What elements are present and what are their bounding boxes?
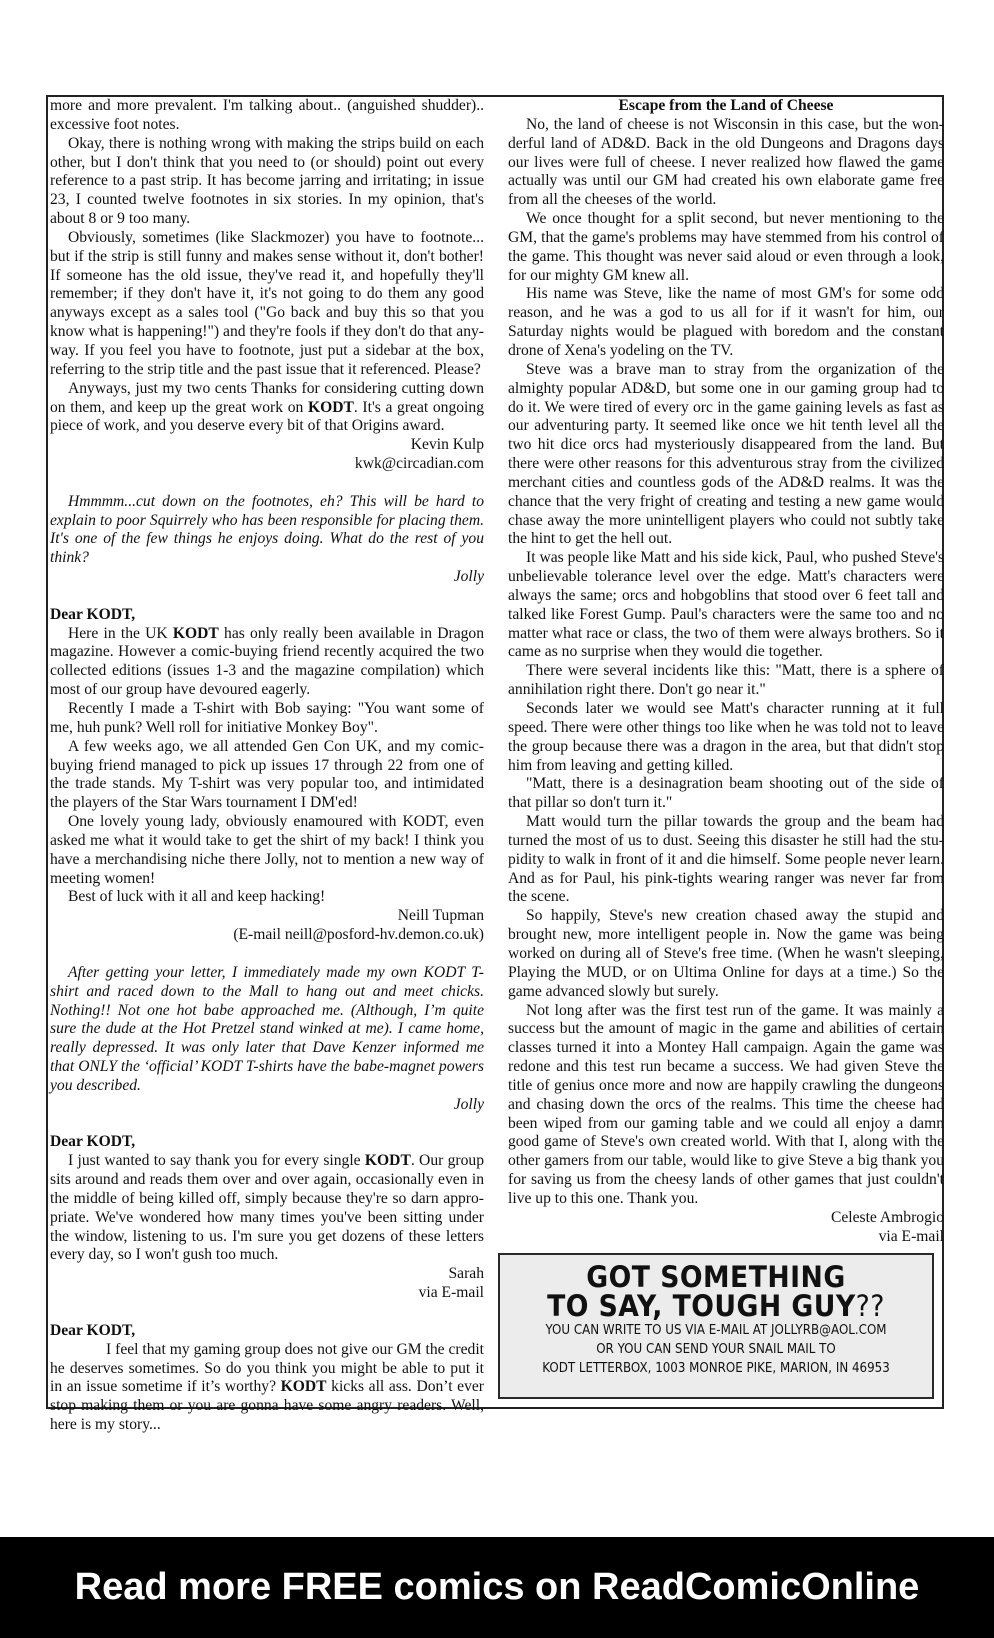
salutation: Dear KODT,	[50, 1133, 136, 1151]
paragraph	[50, 1152, 484, 1265]
signature-line: Sarah	[448, 1265, 484, 1283]
text-run: Steve was a brave man to stray from the organization of the almighty popular AD&D, but some one in our gaming group had to do it. We were tired of every orc in the game gaining levels as fast as our adventuring party. It seemed like once we hit tenth level all the two hit dice orcs had mysteriously disappeared from the land. But there were other reasons for this adventurous stray from the civilized merchant cities and countless gods of the AD&D realms. It was the chance that the very fright of creating and testing a new game would chase away the more unintelligent players who could not subtly take the hint to get the hell out.	[508, 360, 944, 548]
kodt-bold: KODT	[172, 624, 219, 642]
paragraph	[508, 285, 944, 360]
editor-signature: Jolly	[453, 1095, 484, 1113]
paragraph	[508, 907, 944, 1001]
text-run: I just wanted to say thank you for every single	[68, 1152, 365, 1170]
paragraph	[50, 97, 484, 135]
paragraph	[50, 135, 484, 229]
signature	[508, 1209, 944, 1247]
paragraph	[508, 1002, 944, 1209]
text-run: Okay, there is nothing wrong with making the strips build on each other, but I don't think that you need to (or should) point out every reference to a past strip. It has become jarring and irritating; in issue 23, I counted twelve footnotes in six stories. In my opinion, that's about 8 or 9 too many.	[50, 134, 484, 228]
kodt-bold: KODT	[280, 1378, 327, 1396]
spacer	[50, 587, 484, 606]
paragraph	[50, 1341, 484, 1435]
text-run: We once thought for a split second, but never mentioning to the GM, that the game's problems may have stemmed from his control of the game. This thought was never said aloud or even through a look, for our mighty GM knew all.	[508, 210, 944, 284]
spacer	[50, 1115, 484, 1134]
text-run: No, the land of cheese is not Wisconsin in this case, but the wonderful land of AD&D. Back in the old Dungeons and Dragons days our lives were full of cheese. I never realized how flawed the game actually was until our GM had created his own elaborate game free from all the cheeses of the world.	[508, 115, 944, 209]
text-run: . It's a great ongoing piece of work, and you deserve every bit of that Origins award.	[50, 398, 484, 435]
signature	[50, 1265, 484, 1303]
paragraph	[508, 775, 944, 813]
paragraph	[50, 625, 484, 700]
ad-headline-1: GOT SOMETHING	[586, 1260, 846, 1294]
text-run: It was people like Matt and his side kick, Paul, who pushed Steve's unbelievable tolerance level over the edge. Matt's characters were always the same; orcs and hobgoblins that stood over 6 feet tall and talked like Forest Gump. Paul's characters were the same too and no matter what race or class, the two of them were always brothers. So it came as no surprise when they would die together.	[508, 549, 944, 661]
paragraph	[508, 700, 944, 775]
text-run: Best of luck with it all and keep hacking!	[68, 888, 326, 906]
signature-line: Kevin Kulp	[410, 436, 484, 454]
signature-line: kwk@circadian.com	[354, 455, 484, 473]
editor-reply: After getting your letter, I immediately made my own KODT T-shirt and raced down to the Mall to hang out and meet chicks. Nothing!! Not one hot babe approached me. (Although, I’m quite sure the dude at the Hot Pretzel stand winked at me). I came home, really depressed. It was only later that Dave Kenzer informed me that ONLY the ‘official’ KODT T-shirts have the babe-magnet powers you described.	[50, 963, 484, 1094]
paragraph	[508, 116, 944, 210]
ad-headline-2	[517, 1289, 914, 1323]
kodt-bold: KODT	[364, 1152, 411, 1170]
signature-line: via E-mail	[418, 1284, 484, 1302]
editor-reply: Hmmmm...cut down on the footnotes, eh? This will be hard to explain to poor Squirrely who has been responsible for placing them. It's one of the few things he enjoys doing. What do the rest of you think?	[50, 492, 484, 567]
text-run: So happily, Steve's new creation chased away the stupid and brought new, more intelligent people in. Now the game was being worked on during all of Steve's free time. (When he wasn't sleeping, Playing the MUD, or on Ultima Online for days at a time.) So the game advanced slowly but surely.	[508, 907, 944, 1000]
ad-email-line: YOU CAN WRITE TO US VIA E-MAIL AT JOLLYRB@AOL.COM	[545, 1323, 887, 1338]
text-run: I feel that my gaming group does not give our GM the credit he deserves sometimes. So do you think you might be able to put it in an issue sometime if it’s worthy?	[50, 1340, 484, 1396]
paragraph	[50, 380, 484, 437]
paragraph	[50, 700, 484, 738]
paragraph	[50, 888, 484, 907]
spacer	[50, 1303, 484, 1322]
ad-headline-2-text: TO SAY, TOUGH GUY	[547, 1289, 856, 1323]
text-run: Matt would turn the pillar towards the group and the beam had turned the most of us to dust. Seeing this disaster he still had the stupidity to walk in front of it and die himself. Some people never learn. And as for Paul, his pink-tights wearing ranger was never far from the scene.	[508, 813, 944, 906]
spacer	[50, 945, 484, 964]
right-column	[508, 97, 944, 1246]
paragraph	[508, 813, 944, 907]
text-run: Obviously, sometimes (like Slackmozer) you have to footnote... but if the strip is still funny and makes sense without it, don't bother! If someone has the old issue, they've read it, and hopefully they'll remember; if they don't have it, it's not going to do them any good anyways except as a sales tool ("Go back and buy this so that you know what is happening!") and they're fools if they don't do that anyway. If you feel you have to footnote, just put a sidebar at the box, referring to the strip title and the past issue that it referenced. Please?	[50, 228, 484, 378]
paragraph	[50, 813, 484, 888]
salutation: Dear KODT,	[50, 1321, 136, 1339]
text-run: His name was Steve, like the name of most GM's for some odd reason, and he was a god to us all for if it wasn't for him, our Saturday nights would be plagued with boredom and the constant drone of Xena's yodeling on the TV.	[508, 285, 944, 359]
letters-address-box	[498, 1253, 934, 1399]
text-run: . Our group sits around and reads them over and over again, occasionally even in the middle of being killed off, simply because they're so darn appropriate. We've wondered how many times you've been sitting under the window, listening to us. I'm sure you get dozens of these letters every day, so I won't gush too much.	[50, 1152, 485, 1264]
text-run: kicks all ass. Don’t ever stop making them or you are gonna have some angry readers. Well, here is my story...	[50, 1378, 484, 1434]
ad-mail-line: OR YOU CAN SEND YOUR SNAIL MAIL TO	[596, 1342, 836, 1357]
signature-line: Neill Tupman	[397, 907, 484, 925]
paragraph	[508, 662, 944, 700]
text-run: Not long after was the first test run of the game. It was mainly a success but the amount of magic in the game and abilities of certain classes turned it into a Montey Hall campaign. Again the game was redone and this test run became a success. We had given Steve the title of genius once more and now are happily crawling the dungeons and chasing down the orcs of the realms. This time the cheese had been wiped from our gaming table and we could all enjoy a damn good game of Steve's own created world. With that I, along with the other gamers from our table, would like to give Steve a big thank you for saving us from the cheesy lands of other games that just couldn't live up to this one. Thank you.	[508, 1001, 944, 1207]
spacer	[50, 474, 484, 493]
text-run: Here in the UK	[68, 624, 173, 642]
paragraph	[50, 229, 484, 380]
ad-address-line: KODT LETTERBOX, 1003 MONROE PIKE, MARION, IN 46953	[542, 1361, 890, 1376]
ad-headline-2-punct: ??	[855, 1289, 885, 1323]
text-run: has only really been available in Dragon magazine. However a comic-buying friend recently acquired the two collected editions (issues 1-3 and the magazine compilation) which most of our group have devoured eagerly.	[50, 624, 485, 699]
signature-line: (E-mail neill@posford-hv.demon.co.uk)	[233, 926, 484, 944]
signature	[50, 907, 484, 945]
text-run: There were several incidents like this: "Matt, there is a sphere of annihilation right there. Don't go near it."	[508, 662, 944, 699]
paragraph	[508, 361, 944, 549]
signature	[50, 436, 484, 474]
text-run: One lovely young lady, obviously enamoured with KODT, even asked me what it would take to get the shirt of my back! I think you have a merchandising niche there Jolly, not to mention a new way of meeting women!	[50, 813, 484, 887]
text-run: Anyways, just my two cents Thanks for considering cutting down on them, and keep up the great work on	[50, 379, 484, 416]
text-run: more and more prevalent. I'm talking about.. (anguished shudder).. excessive foot notes.	[50, 97, 484, 133]
paragraph	[508, 549, 944, 662]
article-title: Escape from the Land of Cheese	[618, 97, 834, 114]
text-run: Recently I made a T-shirt with Bob saying: "You want some of me, huh punk? Well roll for initiative Monkey Boy".	[50, 700, 484, 736]
readcomiconline-banner[interactable]: Read more FREE comics on ReadComicOnline	[0, 1537, 994, 1638]
paragraph	[50, 738, 484, 813]
text-run: Seconds later we would see Matt's character running at it full speed. There were other things too like when he was told not to leave the group because there was a dragon in the area, but that didn't stop him from leaving and getting killed.	[508, 700, 944, 774]
signature-line: via E-mail	[878, 1227, 944, 1245]
signature-line: Celeste Ambrogio	[830, 1208, 944, 1226]
text-run: A few weeks ago, we all attended Gen Con UK, and my comic-buying friend managed to pick up issues 17 through 22 from one of the trade stands. My T-shirt was very popular too, and intimidated the players of the Star Wars tournament I DM'ed!	[50, 737, 484, 812]
text-run: "Matt, there is a desinagration beam shooting out of the side of that pillar so don't turn it."	[508, 775, 944, 812]
salutation: Dear KODT,	[50, 605, 136, 623]
paragraph	[508, 210, 944, 285]
kodt-bold: KODT	[307, 398, 354, 416]
editor-signature: Jolly	[453, 568, 484, 586]
left-column	[50, 97, 484, 1435]
